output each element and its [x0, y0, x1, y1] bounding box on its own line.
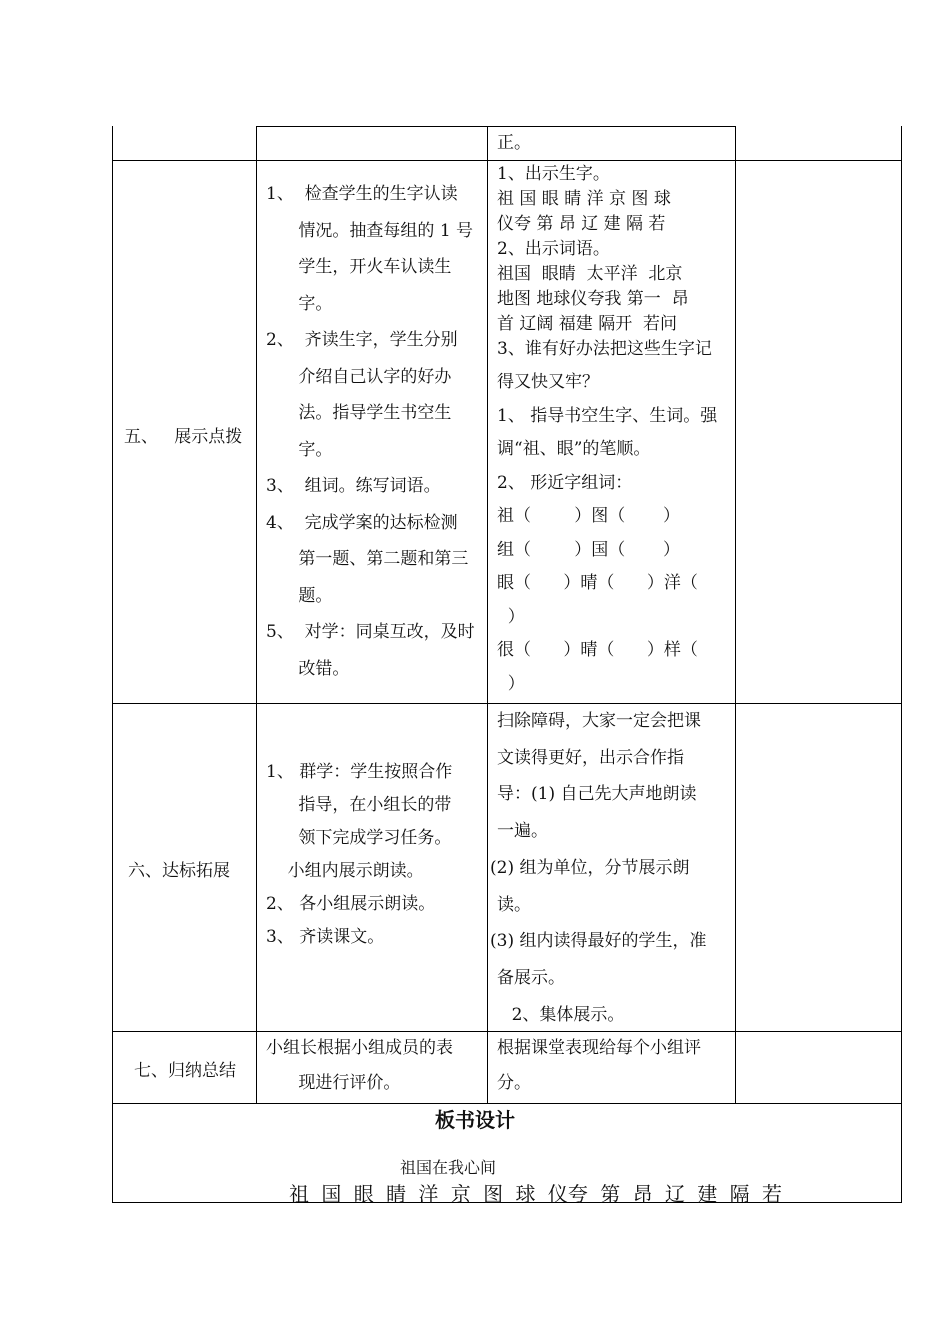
text-line: 指导，在小组长的带 — [266, 795, 452, 815]
text-line: 祖（ ）图（ ） — [497, 506, 681, 526]
text-line: 小组内展示朗读。 — [266, 861, 424, 881]
text-line: 祖 国 眼 睛 洋 京 图 球 — [497, 189, 671, 209]
text-line: 备展示。 — [497, 967, 565, 988]
text-line: 领下完成学习任务。 — [266, 828, 452, 848]
stage-label-seven — [134, 1056, 236, 1081]
stage-label-five — [124, 422, 242, 447]
text-line: 扫除障碍，大家一定会把课 — [497, 711, 701, 731]
text-line: 调“祖、眼”的笔顺。 — [497, 439, 651, 459]
row-divider-1 — [112, 160, 902, 161]
text-line: 字。 — [266, 439, 333, 460]
text-line: 介绍自己认字的好办 — [266, 366, 452, 387]
text-line: 正。 — [497, 133, 531, 153]
text-line: 首 辽阔 福建 隔开 若问 — [497, 314, 678, 334]
stage-label-text: 七、归纳总结 — [134, 1061, 236, 1081]
text-line: 很（ ）晴（ ）样（ — [497, 640, 698, 660]
text-line: 情况。抽查每组的 1 号 — [266, 220, 474, 241]
row6-teacher-activities — [266, 756, 452, 954]
row5-content-top — [497, 162, 712, 362]
text-line: 2、出示词语。 — [497, 239, 610, 259]
text-line: 祖国 眼睛 太平洋 北京 — [497, 264, 683, 284]
text-line: 3、 齐读课文。 — [266, 927, 385, 947]
text-line: 1、 指导书空生字、生词。强 — [497, 405, 718, 426]
top-row-content-text — [497, 128, 531, 153]
text-line: 字。 — [266, 293, 333, 314]
text-line: 小组长根据小组成员的表 — [266, 1038, 453, 1058]
board-design-subtitle: 祖国在我心间 — [400, 1158, 497, 1177]
stage-label-text: 五、 展示点拨 — [124, 427, 243, 447]
text-line: ） — [497, 673, 525, 694]
text-line: 3、谁有好办法把这些生字记 — [497, 339, 712, 359]
text-line: (2) 组为单位，分节展示朗 — [490, 857, 690, 878]
row7-teacher-activities — [266, 1031, 453, 1101]
col-divider-3 — [735, 126, 736, 1103]
top-box-edge — [256, 126, 736, 127]
text-line: 题。 — [266, 585, 333, 606]
text-line: 分。 — [497, 1073, 531, 1093]
text-line: 2、 各小组展示朗读。 — [266, 894, 436, 914]
text-line: 2、 齐读生字，学生分别 — [266, 330, 458, 350]
text-line: 根据课堂表现给每个小组评 — [497, 1038, 701, 1058]
row7-content — [497, 1031, 701, 1101]
text-line: 文读得更好，出示合作指 — [497, 747, 684, 768]
text-line: 学生，开火车认读生 — [266, 257, 452, 277]
text-line: ） — [497, 606, 525, 627]
text-line: 得又快又牢？ — [497, 372, 599, 392]
col-divider-1 — [256, 126, 257, 1103]
text-line: 第一题、第二题和第三 — [266, 549, 469, 569]
text-line: 组（ ）国（ ） — [497, 539, 681, 560]
text-line: 眼（ ）晴（ ）洋（ — [497, 573, 698, 593]
table-border-right — [901, 126, 902, 1203]
text-line: 1、出示生字。 — [497, 164, 610, 184]
table-border-left — [112, 126, 113, 1203]
stage-label-text: 六、达标拓展 — [128, 861, 230, 881]
text-line: 1、 群学：学生按照合作 — [266, 762, 453, 782]
text-line: 现进行评价。 — [266, 1073, 401, 1093]
board-design-characters: 祖 国 眼 睛 洋 京 图 球 仪夸 第 昂 辽 建 隔 若 — [289, 1182, 783, 1206]
stage-label-six — [128, 856, 230, 881]
text-line: 1、 检查学生的生字认读 — [266, 184, 458, 204]
text-line: 4、 完成学案的达标检测 — [266, 512, 458, 533]
board-design-title: 板书设计 — [435, 1108, 515, 1132]
text-line: 仪夸 第 昂 辽 建 隔 若 — [497, 214, 666, 234]
text-line: 读。 — [497, 894, 531, 915]
text-line: 法。指导学生书空生 — [266, 403, 452, 423]
text-line: 地图 地球仪夸我 第一 昂 — [497, 289, 689, 309]
text-line: 改错。 — [266, 658, 350, 679]
text-line: 导：(1) 自己先大声地朗读 — [497, 784, 697, 805]
text-line: 2、 形近字组词： — [497, 472, 633, 493]
row6-content — [490, 703, 706, 1033]
row5-content-bottom — [497, 366, 717, 701]
text-line: 5、 对学：同桌互改，及时 — [266, 622, 475, 642]
text-line: 3、 组词。练写词语。 — [266, 476, 441, 496]
text-line: 2、集体展示。 — [490, 1004, 625, 1025]
text-line: 一遍。 — [497, 821, 548, 842]
col-divider-2 — [487, 126, 488, 1103]
row5-teacher-activities — [266, 176, 475, 687]
text-line: (3) 组内读得最好的学生，准 — [490, 931, 707, 952]
